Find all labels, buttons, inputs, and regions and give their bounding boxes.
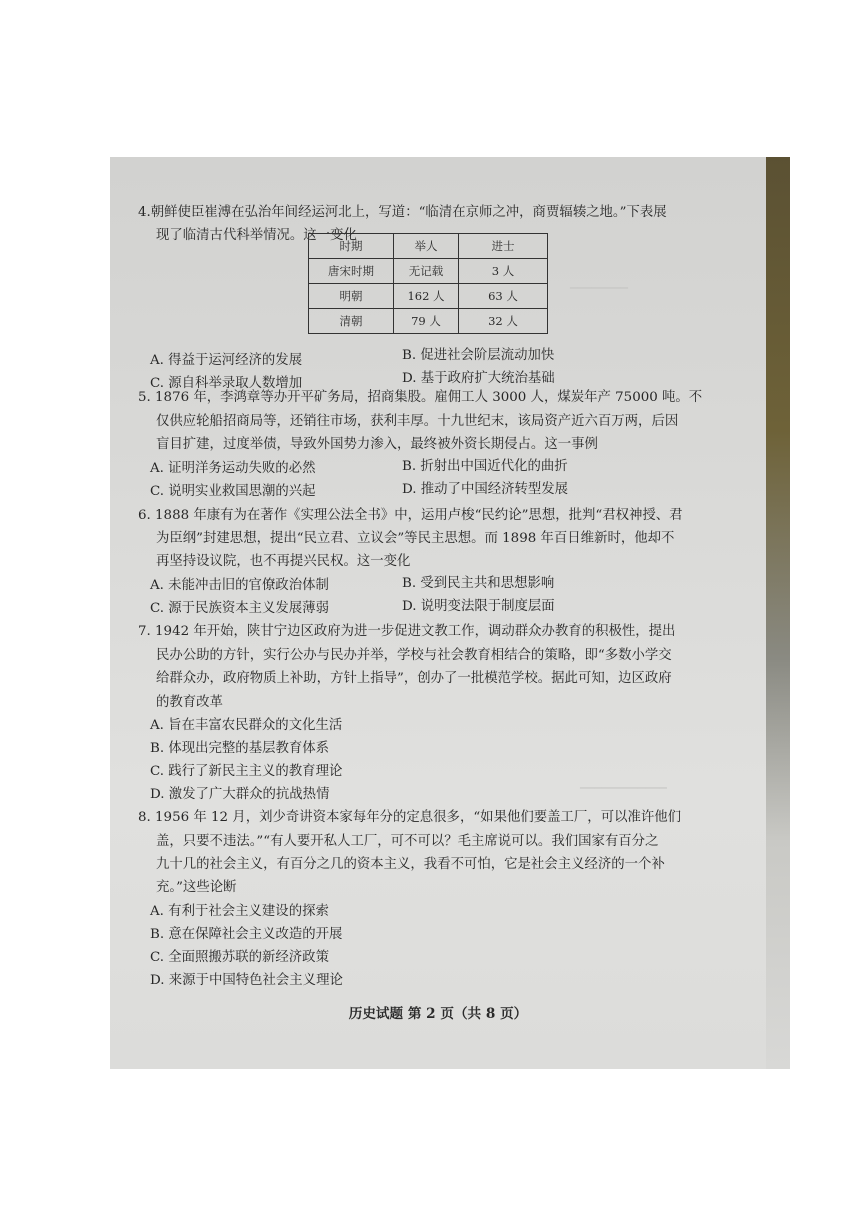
option-a: A. 证明洋务运动失败的必然: [150, 461, 316, 476]
option-a: A. 旨在丰富农民群众的文化生活: [150, 718, 343, 733]
question-6-stem-line-1: 6. 1888 年康有为在著作《实理公法全书》中，运用卢梭“民约论”思想，批判“君权神授、君: [138, 508, 683, 523]
table-header-row: [309, 234, 548, 259]
table-cell: 3 人: [459, 259, 548, 284]
next-page-edge: [766, 157, 790, 1069]
table-cell: 明朝: [309, 284, 394, 309]
table-cell: 无记载: [394, 259, 459, 284]
option-d: D. 激发了广大群众的抗战热情: [150, 787, 330, 802]
exam-sheet: [110, 157, 766, 1069]
option-b: B. 促进社会阶层流动加快: [402, 348, 555, 363]
bleed-through: ────────: [570, 281, 628, 295]
option-d: D. 来源于中国特色社会主义理论: [150, 973, 343, 988]
question-8-stem-line-3: 九十几的社会主义，有百分之几的资本主义，我看不可怕，它是社会主义经济的一个补: [156, 857, 665, 872]
question-7-stem-line-4: 的教育改革: [156, 695, 223, 710]
option-b: B. 体现出完整的基层教育体系: [150, 741, 330, 756]
table-cell: 清朝: [309, 309, 394, 334]
question-8-stem-line-1: 8. 1956 年 12 月，刘少奇讲资本家每年分的定息很多，“如果他们要盖工厂，可以准许他们: [138, 810, 682, 825]
option-b: B. 意在保障社会主义改造的开展: [150, 927, 343, 942]
table-header: 进士: [459, 234, 548, 259]
option-c: C. 源自科举录取人数增加: [150, 376, 303, 391]
table-cell: 79 人: [394, 309, 459, 334]
table-cell: 162 人: [394, 284, 459, 309]
table-row: [309, 259, 548, 284]
bleed-through: ────────────: [580, 781, 667, 795]
question-8-stem-line-2: 盖，只要不违法。”“有人要开私人工厂，可不可以？毛主席说可以。我们国家有百分之: [156, 834, 659, 849]
question-5-stem-line-1: 5. 1876 年，李鸿章等办开平矿务局，招商集股。雇佣工人 3000 人，煤炭年产 75000 吨。不: [138, 390, 703, 405]
table-cell: 唐宋时期: [309, 259, 394, 284]
option-b: B. 受到民主共和思想影响: [402, 576, 555, 591]
table-cell: 63 人: [459, 284, 548, 309]
option-a: A. 有利于社会主义建设的探索: [150, 904, 329, 919]
keju-table: [308, 233, 548, 334]
table-row: [309, 309, 548, 334]
question-6-stem-line-2: 为臣纲”封建思想，提出“民立君、立议会”等民主思想。而 1898 年百日维新时，他却不: [156, 531, 675, 546]
question-4-stem-line-2: 现了临清古代科举情况。这一变化: [156, 228, 357, 243]
table-header: 举人: [394, 234, 459, 259]
question-5-stem-line-2: 仅供应轮船招商局等，还销往市场，获利丰厚。十九世纪末，该局资产近六百万两，后因: [156, 414, 679, 429]
question-4-stem-line-1: 4.朝鲜使臣崔溥在弘治年间经运河北上，写道：“临清在京师之冲，商贾辐辏之地。”下表展: [138, 205, 667, 220]
option-d: D. 基于政府扩大统治基础: [402, 371, 555, 386]
question-7-stem-line-1: 7. 1942 年开始，陕甘宁边区政府为进一步促进文教工作，调动群众办教育的积极性，提出: [138, 624, 676, 639]
option-a: A. 未能冲击旧的官僚政治体制: [150, 578, 329, 593]
option-c: C. 践行了新民主主义的教育理论: [150, 764, 343, 779]
question-6-stem-line-3: 再坚持设议院，也不再提兴民权。这一变化: [156, 554, 411, 569]
question-7-stem-line-2: 民办公助的方针，实行公办与民办并举，学校与社会教育相结合的策略，即“多数小学交: [156, 648, 672, 663]
table-row: [309, 284, 548, 309]
option-c: C. 源于民族资本主义发展薄弱: [150, 601, 329, 616]
question-7-stem-line-3: 给群众办，政府物质上补助，方针上指导”，创办了一批模范学校。据此可知，边区政府: [156, 671, 672, 686]
option-c: C. 说明实业救国思潮的兴起: [150, 484, 316, 499]
question-5-stem-line-3: 盲目扩建，过度举债，导致外国势力渗入，最终被外资长期侵占。这一事例: [156, 437, 598, 452]
photo-of-exam-page: [110, 157, 790, 1069]
option-c: C. 全面照搬苏联的新经济政策: [150, 950, 329, 965]
table-header: 时期: [309, 234, 394, 259]
table-cell: 32 人: [459, 309, 548, 334]
option-a: A. 得益于运河经济的发展: [150, 353, 303, 368]
page-footer: 历史试题 第 2 页（共 8 页）: [348, 1006, 528, 1022]
option-b: B. 折射出中国近代化的曲折: [402, 459, 568, 474]
option-d: D. 说明变法限于制度层面: [402, 599, 555, 614]
option-d: D. 推动了中国经济转型发展: [402, 482, 569, 497]
question-8-stem-line-4: 充。”这些论断: [156, 880, 237, 895]
